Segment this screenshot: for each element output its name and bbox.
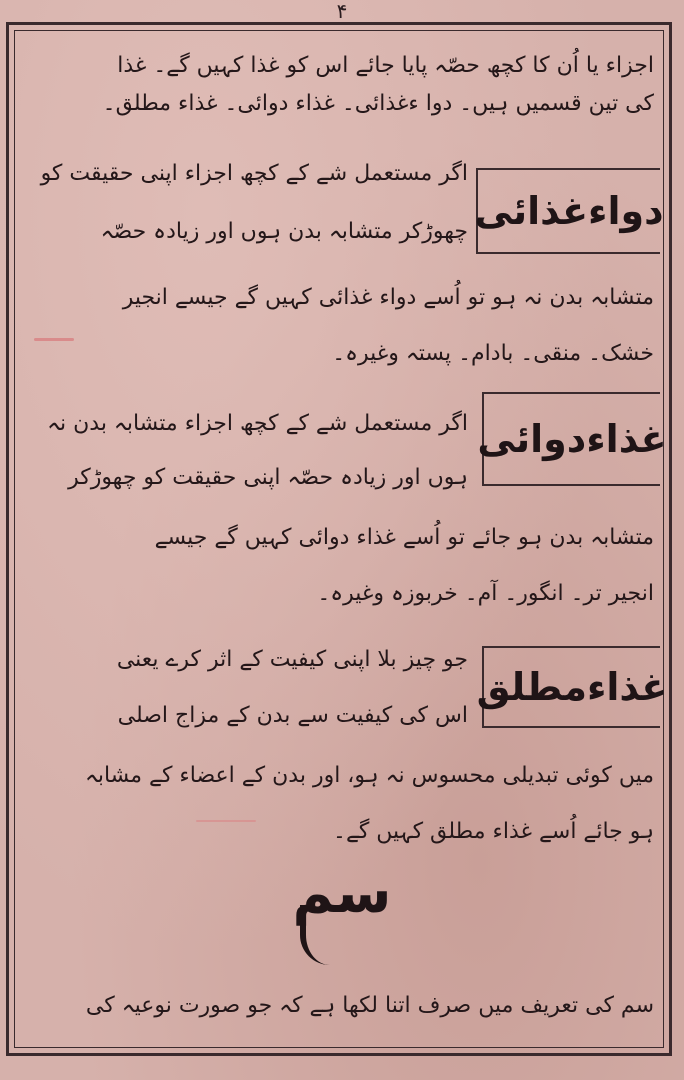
heading-box-ghiza-dawai <box>477 392 667 486</box>
section-1-body-line-1: متشابہ بدن نہ ہو تو اُسے دواء غذائی کہیں گے جیسے انجیر <box>122 285 654 310</box>
section-2-body-line-2: انجیر تر۔ انگور۔ آم۔ خربوزہ وغیرہ۔ <box>317 581 654 606</box>
section-1-body-line-2: خشک۔ منقی۔ بادام۔ پستہ وغیرہ۔ <box>332 341 654 366</box>
heading-ghiza-dawai: غذاءدوائی <box>477 417 667 461</box>
section-3-body-line-2: ہو جائے اُسے غذاء مطلق کہیں گے۔ <box>333 819 654 844</box>
heading-sam: سم <box>292 861 392 926</box>
section-2-beside-line-2: ہوں اور زیادہ حصّہ اپنی حقیقت کو چھوڑکر <box>68 465 468 490</box>
section-3-beside-line-2: اس کی کیفیت سے بدن کے مزاج اصلی <box>117 703 468 728</box>
intro-line-1: اجزاء یا اُن کا کچھ حصّہ پایا جائے اس کو غذا کہیں گے۔ غذا <box>117 53 654 78</box>
section-3-body-line-1: میں کوئی تبدیلی محسوس نہ ہو، اور بدن کے اعضاء کے مشابہ <box>84 763 654 788</box>
heading-box-ghiza-mutlaq <box>476 646 668 728</box>
red-pen-mark <box>34 338 74 341</box>
section-2-body-line-1: متشابہ بدن ہو جائے تو اُسے غذاء دوائی کہیں گے جیسے <box>154 525 654 550</box>
sam-body-line: سم کی تعریف میں صرف اتنا لکھا ہے کہ جو صورت نوعیہ کی <box>85 993 654 1018</box>
intro-line-2: کی تین قسمیں ہیں۔ دوا ءغذائی۔ غذاء دوائی۔ غذاء مطلق۔ <box>102 91 654 116</box>
heading-box-dawa-ghizai <box>474 168 664 254</box>
section-1-beside-line-1: اگر مستعمل شے کے کچھ اجزاء اپنی حقیقت کو <box>40 161 468 186</box>
section-3-beside-line-1: جو چیز بلا اپنی کیفیت کے اثر کرے یعنی <box>116 647 468 672</box>
section-1-beside-line-2: چھوڑکر متشابہ بدن ہوں اور زیادہ حصّہ <box>100 219 468 244</box>
heading-dawa-ghizai: دواءغذائی <box>474 189 664 233</box>
heading-ghiza-mutlaq: غذاءمطلق <box>476 665 668 709</box>
page-number: ۴ <box>336 0 348 23</box>
section-2-beside-line-1: اگر مستعمل شے کے کچھ اجزاء متشابہ بدن نہ <box>47 411 468 436</box>
red-pen-mark-2 <box>196 820 256 822</box>
